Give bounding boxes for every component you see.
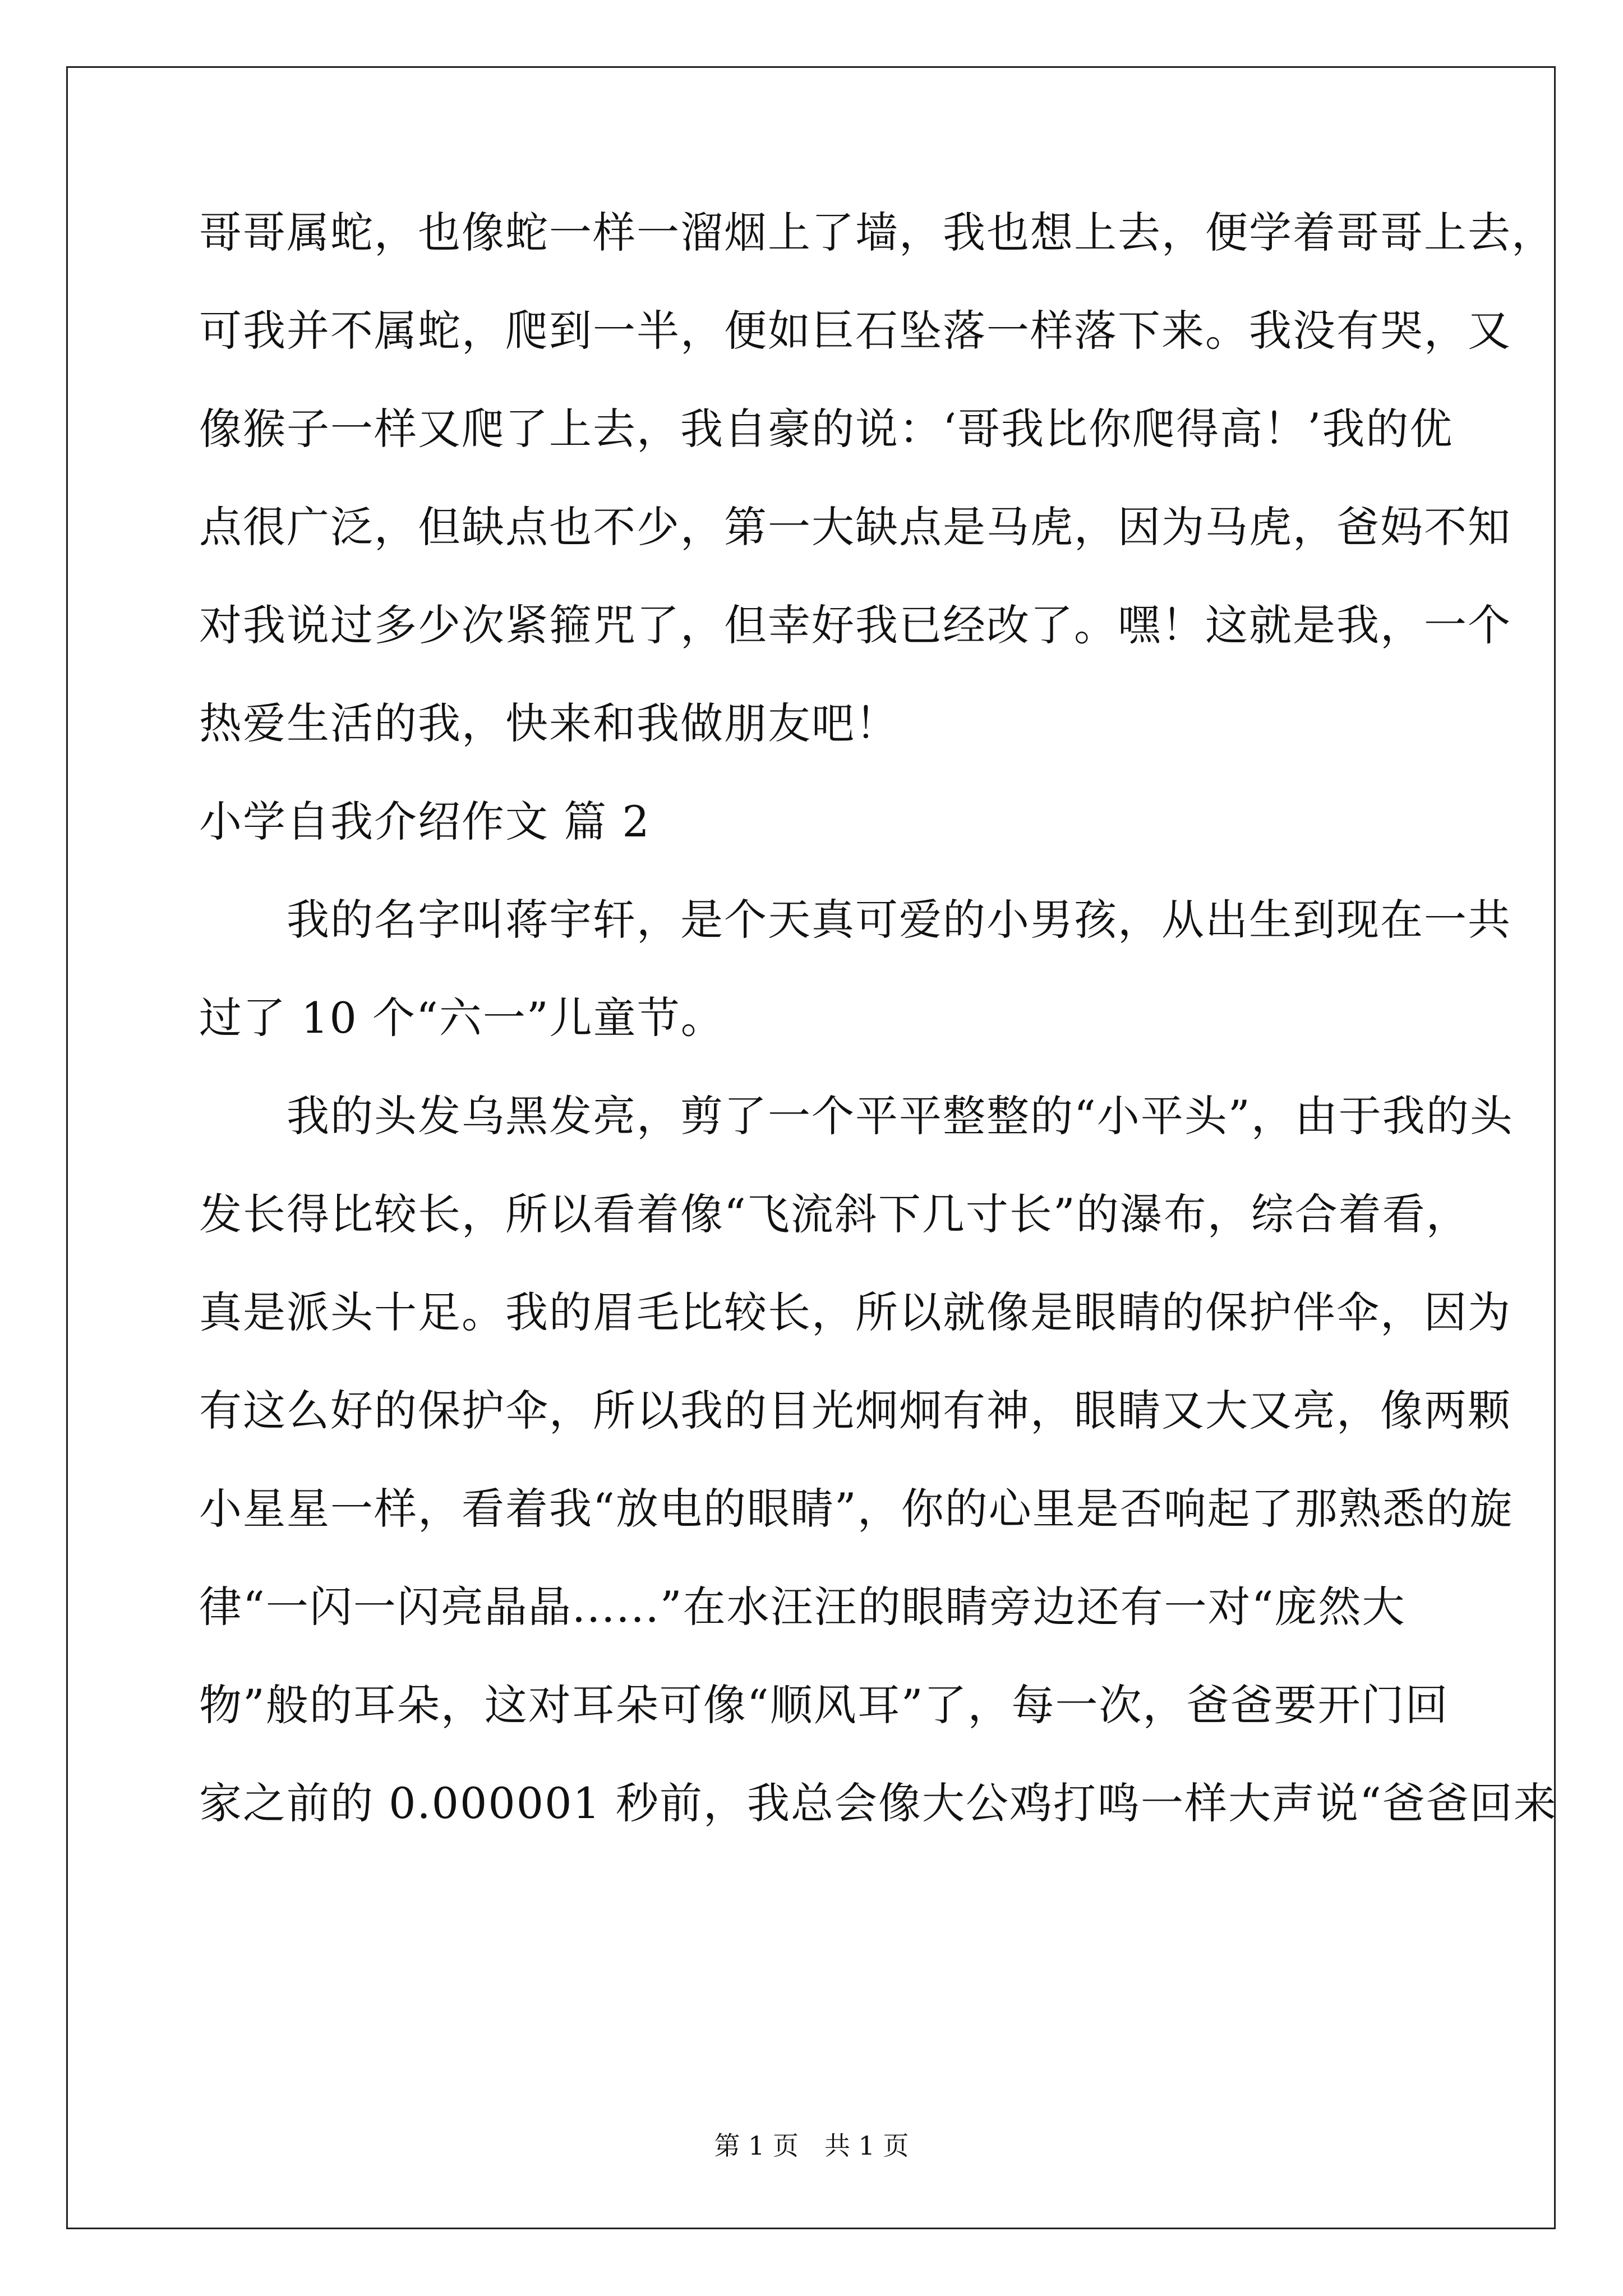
text-line: 哥哥属蛇，也像蛇一样一溜烟上了墙，我也想上去，便学着哥哥上去， [199, 208, 1555, 257]
text-line: 物”般的耳朵，这对耳朵可像“顺风耳”了，每一次，爸爸要开门回 [199, 1680, 1449, 1730]
text-line: 对我说过多少次紧箍咒了，但幸好我已经改了。嘿！这就是我，一个 [199, 600, 1511, 650]
text-line: 律“一闪一闪亮晶晶......”在水汪汪的眼睛旁边还有一对“庞然大 [199, 1582, 1406, 1632]
text-line: 家之前的 0.000001 秒前，我总会像大公鸡打鸣一样大声说“爸爸回来 [199, 1778, 1557, 1828]
text-line: 有这么好的保护伞，所以我的目光炯炯有神，眼睛又大又亮，像两颗 [199, 1386, 1511, 1435]
text-line: 热爱生活的我，快来和我做朋友吧！ [199, 698, 899, 748]
text-line: 点很广泛，但缺点也不少，第一大缺点是马虎，因为马虎，爸妈不知 [199, 502, 1511, 552]
text-line: 发长得比较长，所以看着像“飞流斜下几寸长”的瀑布，综合着看， [199, 1189, 1470, 1239]
text-line: 我的名字叫蒋宇轩，是个天真可爱的小男孩，从出生到现在一共 [199, 895, 1511, 945]
text-line: 像猴子一样又爬了上去，我自豪的说：‘哥我比你爬得高！’我的优 [199, 404, 1454, 454]
text-line: 小星星一样，看着我“放电的眼睛”，你的心里是否响起了那熟悉的旋 [199, 1484, 1514, 1534]
text-line: 真是派头十足。我的眉毛比较长，所以就像是眼睛的保护伴伞，因为 [199, 1287, 1511, 1337]
text-line: 可我并不属蛇，爬到一半，便如巨石坠落一样落下来。我没有哭，又 [199, 306, 1511, 356]
page-footer: 第 1 页 共 1 页 [714, 2131, 909, 2161]
text-line: 过了 10 个“六一”儿童节。 [199, 993, 725, 1043]
text-line: 我的头发乌黑发亮，剪了一个平平整整的“小平头”，由于我的头 [199, 1091, 1514, 1141]
section-heading: 小学自我介绍作文 篇 2 [199, 797, 651, 846]
